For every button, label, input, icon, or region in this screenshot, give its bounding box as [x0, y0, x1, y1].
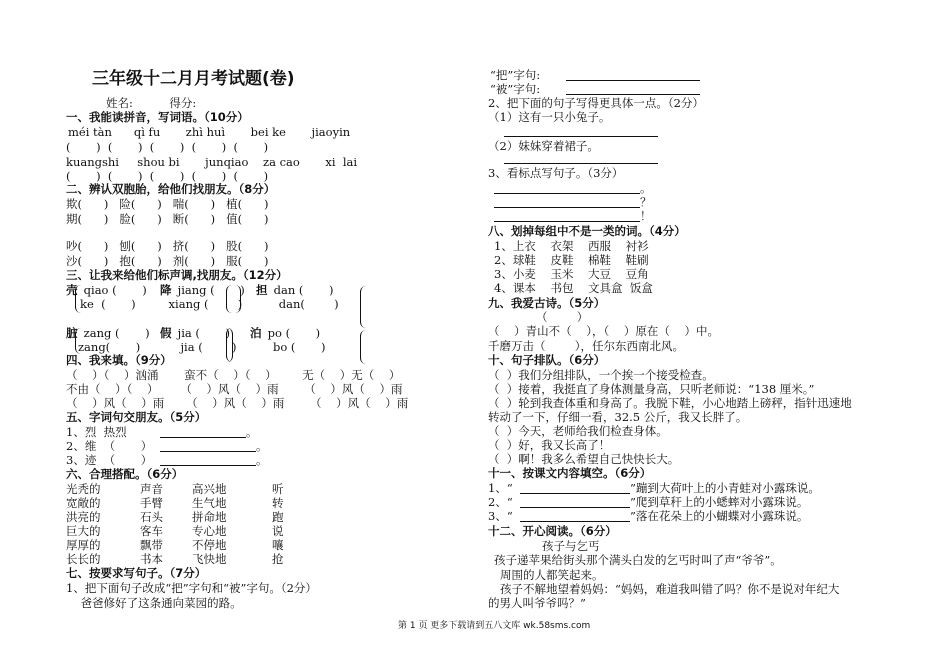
s3-pinyin-zang: zang ( )	[80, 326, 150, 340]
s1-pinyin-row-1: méi tàn qì fu zhì huì bei ke jiaoyin	[68, 125, 351, 139]
s7-question-1: 1、把下面句子改成“把”字句和“被”字句。（2分）	[66, 581, 317, 595]
section-11-heading: 十一、按课文内容填空。（6分）	[488, 466, 652, 480]
page-footer: 第 1 页 更多下载请到五八文库 wk.58sms.com	[398, 621, 591, 631]
s2-row-3: 吵( ) 刨( ) 挤( ) 股( )	[66, 239, 269, 253]
s5-period-3: 。	[256, 453, 268, 467]
ba-sentence-label: “把”字句:	[490, 68, 541, 82]
s1-pinyin-row-2: kuangshi shou bi junqiao za cao xi lai	[66, 155, 358, 169]
s6-col2-item: 客车	[140, 524, 163, 538]
s1-brackets-row-2: ( ) ( ) ( ) ( ) ( )	[66, 169, 269, 183]
s10-row-6: （ ）啊！我多么希望自己快快长大。	[488, 452, 680, 466]
s3-char-jia: 假	[160, 326, 172, 340]
s6-col2-item: 飘带	[140, 538, 163, 552]
s5-period-1: 。	[246, 425, 258, 439]
s8-row-3: 3、小麦 玉米 大豆 豆角	[494, 267, 649, 281]
section-3-heading: 三、让我来给他们标声调,找朋友。（12分）	[66, 268, 288, 282]
s5-period-2: 。	[256, 439, 268, 453]
s4-row-3: （ ）风（ ）雨 （ ）风（ ）雨 （ ）风（ ）雨	[66, 396, 409, 410]
s6-col4-item: 抢	[272, 552, 284, 566]
q3-answer-line-3[interactable]	[494, 221, 640, 222]
section-5-heading: 五、字词句交朋友。（5分）	[66, 410, 207, 424]
s6-col1-item: 光秃的	[66, 482, 101, 496]
section-4-heading: 四、我来填。（9分）	[66, 353, 172, 367]
s10-row-3-cont: 转动了一下，仔细一看，32.5 公斤，我又长胖了。	[488, 410, 748, 424]
s3-pinyin-dan: dan ( )	[270, 283, 334, 297]
s5-row-1: 1、烈 热烈	[66, 425, 127, 439]
s6-col2-item: 石头	[140, 510, 163, 524]
s12-para-3-cont: 的男人叫爷爷吗？”	[488, 596, 586, 610]
s11-row-2-num: 2、“	[488, 495, 513, 509]
s4-row-2: 不由（ ）（ ） （ ）风（ ）雨 （ ）风（ ）雨	[66, 382, 403, 396]
s3-brace-2	[226, 285, 233, 313]
s3-brace-1	[75, 285, 82, 313]
s3-char-po: 泊	[250, 326, 262, 340]
q2-b-answer-line[interactable]	[504, 163, 658, 164]
s2-row-4: 沙( ) 抱( ) 剂( ) 服( )	[66, 254, 269, 268]
section-9-heading: 九、我爱古诗。（5分）	[488, 296, 606, 310]
s6-col1-item: 厚厚的	[66, 538, 101, 552]
q3-punct-2: ？	[640, 195, 652, 209]
s10-row-1: （ ）我们分组排队，一个挨一个接受检查。	[488, 368, 714, 382]
s6-col1-item: 宽敞的	[66, 496, 101, 510]
s3-char-dan: 担	[256, 283, 268, 297]
s3-char-zang: 脏	[66, 326, 78, 340]
s6-col2-item: 声音	[140, 482, 163, 496]
s3-brace-3	[234, 285, 241, 313]
s10-row-5: （ ）好，我又长高了！	[488, 438, 611, 452]
s1-brackets-row-1: ( ) ( ) ( ) ( ) ( )	[66, 140, 269, 154]
s6-col4-item: 跑	[272, 510, 284, 524]
s5-row-2: 2、维 （ ）	[66, 439, 153, 453]
s10-row-2: （ ）接着，我挺直了身体测量身高，只听老师说：“138 厘米。”	[488, 382, 815, 396]
s6-col3-item: 生气地	[192, 496, 227, 510]
s3-brace-4	[360, 286, 367, 328]
s6-col3-item: 飞快地	[192, 552, 227, 566]
s6-col4-item: 听	[272, 482, 284, 496]
s5-row-3: 3、迹 （ ）	[66, 453, 153, 467]
bei-answer-line[interactable]	[566, 94, 700, 95]
section-12-heading: 十二、开心阅读。（6分）	[488, 524, 617, 538]
s6-col4-item: 转	[272, 496, 284, 510]
s3-pinyin-qiao: qiao ( )	[80, 283, 147, 297]
s6-col1-item: 洪亮的	[66, 510, 101, 524]
q3-heading: 3、看标点写句子。（3分）	[488, 166, 624, 180]
s6-col2-item: 手臂	[140, 496, 163, 510]
s3-brace-5	[75, 328, 82, 354]
s5-answer-line-2[interactable]	[160, 451, 256, 452]
s6-col4-item: 嚷	[272, 538, 284, 552]
q3-punct-1: 。	[640, 181, 652, 195]
s2-row-2: 期( ) 脸( ) 断( ) 值( )	[66, 212, 269, 226]
s11-answer-line-2[interactable]	[520, 507, 630, 508]
s10-row-4: （ ）今天，老师给我们检查身体。	[488, 424, 668, 438]
section-6-heading: 六、合理搭配。（6分）	[66, 467, 184, 481]
s8-row-4: 4、课本 书包 文具盒 饭盒	[494, 281, 653, 295]
s3-pinyin-po: po ( )	[264, 326, 321, 340]
s11-row-3-num: 3、“	[488, 509, 513, 523]
s5-answer-line-1[interactable]	[160, 437, 246, 438]
s3-brace-7	[226, 328, 233, 362]
s6-col1-item: 巨大的	[66, 524, 101, 538]
s6-col1-item: 长长的	[66, 552, 101, 566]
s12-para-1: 孩子递苹果给街头那个满头白发的乞丐时叫了声“爷爷”。	[494, 553, 782, 567]
s3-char-qiao: 壳	[66, 283, 78, 297]
q3-punct-3: ！	[640, 209, 652, 223]
s11-answer-line-1[interactable]	[520, 493, 630, 494]
s2-row-1: 欺( ) 险( ) 喘( ) 植( )	[66, 197, 269, 211]
s3-char-jiang: 降	[160, 283, 172, 297]
s6-col3-item: 专心地	[192, 524, 227, 538]
s9-line-2: 千磨万击（ ），任尔东西南北风。	[488, 339, 684, 353]
s12-para-2: 周围的人都笑起来。	[500, 568, 604, 582]
s9-line-1: （ ）青山不（ ），（ ）原在（ ）中。	[488, 324, 719, 338]
s6-col4-item: 说	[272, 524, 284, 538]
q2-a: （1）这有一只小兔子。	[488, 110, 611, 124]
s3-row-4: zang( ) jia ( ) bo ( )	[78, 340, 326, 354]
s3-pinyin-jiang: jiang ( )	[174, 283, 245, 297]
s6-col2-item: 书本	[140, 552, 163, 566]
q3-answer-line-2[interactable]	[494, 207, 640, 208]
s12-story-title: 孩子与乞丐	[542, 539, 600, 553]
section-10-heading: 十、句子排队。（6分）	[488, 353, 606, 367]
s3-pinyin-jia: jia ( )	[174, 326, 230, 340]
s11-row-1-tail: ”蹦到大荷叶上的小青蛙对小露珠说。	[630, 481, 820, 495]
s11-answer-line-3[interactable]	[520, 521, 630, 522]
s9-poem-title-blank: （ ）	[536, 310, 589, 324]
section-8-heading: 八、划掉每组中不是一类的词。（4分）	[488, 224, 686, 238]
ba-answer-line[interactable]	[566, 80, 700, 81]
q3-answer-line-1[interactable]	[494, 193, 640, 194]
s6-col3-item: 拼命地	[192, 510, 227, 524]
s3-brace-8	[360, 330, 367, 364]
q2-a-answer-line[interactable]	[504, 136, 658, 137]
s7-sentence: 爸爸修好了这条通向菜园的路。	[66, 596, 242, 610]
s6-col3-item: 高兴地	[192, 482, 227, 496]
s3-row-2: ke ( ) xiang ( ) dan( )	[80, 297, 339, 311]
section-7-heading: 七、按要求写句子。（7分）	[66, 566, 207, 580]
q2-heading: 2、把下面的句子写得更具体一点。（2分）	[488, 96, 704, 110]
name-score-line: 姓名: 得分:	[106, 96, 197, 110]
s4-row-1: （ ）（ ）汹涌 蛮不（ ）（ ） 无（ ）无（ ）	[66, 368, 401, 382]
page-title: 三年级十二月月考试题(卷)	[92, 69, 295, 89]
s8-row-2: 2、球鞋 皮鞋 棉鞋 鞋刷	[494, 253, 649, 267]
s8-row-1: 1、上衣 衣架 西服 衬衫	[494, 239, 649, 253]
s12-para-3: 孩子不解地望着妈妈：“妈妈，难道我叫错了吗？你不是说对年纪大	[500, 582, 840, 596]
section-2-heading: 二、辨认双胞胎，给他们找朋友。（8分）	[66, 182, 276, 196]
s11-row-3-tail: ”落在花朵上的小蝴蝶对小露珠说。	[630, 509, 809, 523]
s10-row-3: （ ）轮到我查体重和身高了。我脱下鞋，小心地踏上磅秤，指针迅速地	[488, 396, 852, 410]
s11-row-1-num: 1、“	[488, 481, 513, 495]
s6-col3-item: 不停地	[192, 538, 227, 552]
q2-b: （2）妹妹穿着裙子。	[488, 139, 599, 153]
section-1-heading: 一、我能读拼音，写词语。（10分）	[66, 110, 249, 124]
bei-sentence-label: “被”字句:	[490, 82, 541, 96]
s5-answer-line-3[interactable]	[160, 465, 256, 466]
s11-row-2-tail: ”爬到草秆上的小蟋蟀对小露珠说。	[630, 495, 809, 509]
